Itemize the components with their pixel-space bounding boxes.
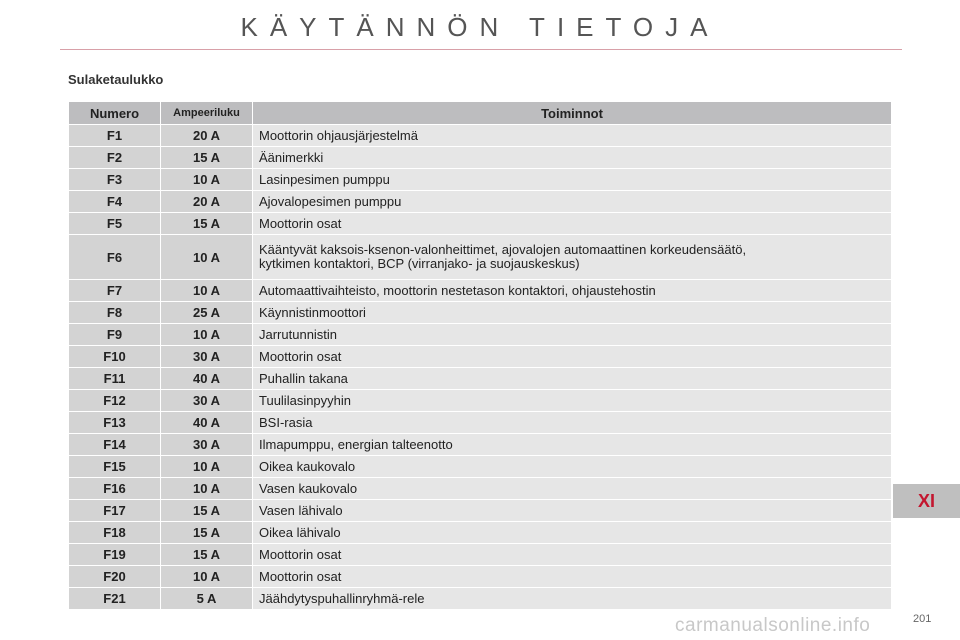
fuse-number: F9 xyxy=(69,324,161,346)
fuse-function: Jäähdytyspuhallinryhmä-rele xyxy=(253,588,892,610)
fuse-function: Oikea kaukovalo xyxy=(253,456,892,478)
fuse-function xyxy=(253,235,892,280)
fuse-number: F13 xyxy=(69,412,161,434)
fuse-number: F12 xyxy=(69,390,161,412)
table-row xyxy=(69,191,892,213)
fuse-number: F5 xyxy=(69,213,161,235)
fuse-amperage: 30 A xyxy=(161,346,253,368)
fuse-amperage: 15 A xyxy=(161,213,253,235)
table-row xyxy=(69,412,892,434)
fuse-number: F18 xyxy=(69,522,161,544)
fuse-number: F14 xyxy=(69,434,161,456)
fuse-number: F3 xyxy=(69,169,161,191)
fuse-number: F11 xyxy=(69,368,161,390)
watermark: carmanualsonline.info xyxy=(675,615,871,636)
fuse-amperage: 10 A xyxy=(161,169,253,191)
table-row xyxy=(69,324,892,346)
fuse-function: BSI-rasia xyxy=(253,412,892,434)
table-row xyxy=(69,302,892,324)
fuse-number: F10 xyxy=(69,346,161,368)
fuse-function: Vasen lähivalo xyxy=(253,500,892,522)
fuse-number: F15 xyxy=(69,456,161,478)
table-row xyxy=(69,169,892,191)
fuse-number: F16 xyxy=(69,478,161,500)
table-row xyxy=(69,213,892,235)
fuse-function: Automaattivaihteisto, moottorin nestetason kontaktori, ohjaustehostin xyxy=(253,280,892,302)
table-row xyxy=(69,390,892,412)
table-row xyxy=(69,368,892,390)
table-row xyxy=(69,500,892,522)
fuse-number: F8 xyxy=(69,302,161,324)
fuse-function: Käynnistinmoottori xyxy=(253,302,892,324)
fuse-function: Tuulilasinpyyhin xyxy=(253,390,892,412)
fuse-number: F6 xyxy=(69,235,161,280)
fuse-number: F19 xyxy=(69,544,161,566)
fuse-amperage: 40 A xyxy=(161,412,253,434)
fuse-function-line-2: kytkimen kontaktori, BCP (virranjako- ja suojauskeskus) xyxy=(259,256,580,271)
fuse-amperage: 10 A xyxy=(161,478,253,500)
table-row xyxy=(69,125,892,147)
fuse-amperage: 15 A xyxy=(161,522,253,544)
fuse-number: F21 xyxy=(69,588,161,610)
table-row xyxy=(69,346,892,368)
chapter-tab[interactable]: XI xyxy=(893,484,960,518)
fuse-function: Puhallin takana xyxy=(253,368,892,390)
table-row xyxy=(69,478,892,500)
fuse-function: Moottorin ohjausjärjestelmä xyxy=(253,125,892,147)
fuse-amperage: 30 A xyxy=(161,434,253,456)
fuse-number: F17 xyxy=(69,500,161,522)
fuse-amperage: 5 A xyxy=(161,588,253,610)
page-title: KÄYTÄNNÖN TIETOJA xyxy=(240,12,720,42)
fuse-amperage: 10 A xyxy=(161,235,253,280)
fuse-function: Moottorin osat xyxy=(253,346,892,368)
table-row xyxy=(69,235,892,280)
fuse-amperage: 10 A xyxy=(161,566,253,588)
fuse-number: F2 xyxy=(69,147,161,169)
table-row xyxy=(69,147,892,169)
fuse-amperage: 15 A xyxy=(161,500,253,522)
fuse-amperage: 15 A xyxy=(161,147,253,169)
table-row xyxy=(69,566,892,588)
fuse-number: F1 xyxy=(69,125,161,147)
column-header-amperage: Ampeeriluku xyxy=(161,102,253,125)
fuse-number: F4 xyxy=(69,191,161,213)
table-header-row xyxy=(69,102,892,125)
fuse-function: Moottorin osat xyxy=(253,544,892,566)
fuse-function: Moottorin osat xyxy=(253,566,892,588)
page-number: 201 xyxy=(913,613,932,625)
fuse-function: Ilmapumppu, energian talteenotto xyxy=(253,434,892,456)
fuse-function: Vasen kaukovalo xyxy=(253,478,892,500)
fuse-function: Ajovalopesimen pumppu xyxy=(253,191,892,213)
fuse-amperage: 10 A xyxy=(161,456,253,478)
fuse-amperage: 10 A xyxy=(161,280,253,302)
table-row xyxy=(69,588,892,610)
table-row xyxy=(69,544,892,566)
fuse-function-line-1: Kääntyvät kaksois-ksenon-valonheittimet, ajovalojen automaattinen korkeudensäätö, xyxy=(259,242,747,257)
fuse-function: Jarrutunnistin xyxy=(253,324,892,346)
fuse-amperage: 25 A xyxy=(161,302,253,324)
section-title: Sulaketaulukko xyxy=(68,72,164,87)
table-row xyxy=(69,522,892,544)
column-header-functions: Toiminnot xyxy=(253,102,892,125)
title-divider xyxy=(60,49,902,50)
fuse-table xyxy=(68,101,892,610)
fuse-number: F20 xyxy=(69,566,161,588)
fuse-function: Äänimerkki xyxy=(253,147,892,169)
fuse-number: F7 xyxy=(69,280,161,302)
fuse-amperage: 40 A xyxy=(161,368,253,390)
fuse-amperage: 20 A xyxy=(161,191,253,213)
fuse-amperage: 30 A xyxy=(161,390,253,412)
column-header-number: Numero xyxy=(69,102,161,125)
fuse-amperage: 10 A xyxy=(161,324,253,346)
fuse-amperage: 20 A xyxy=(161,125,253,147)
fuse-function: Moottorin osat xyxy=(253,213,892,235)
table-row xyxy=(69,434,892,456)
fuse-amperage: 15 A xyxy=(161,544,253,566)
fuse-function: Oikea lähivalo xyxy=(253,522,892,544)
fuse-function: Lasinpesimen pumppu xyxy=(253,169,892,191)
table-row xyxy=(69,456,892,478)
table-row xyxy=(69,280,892,302)
